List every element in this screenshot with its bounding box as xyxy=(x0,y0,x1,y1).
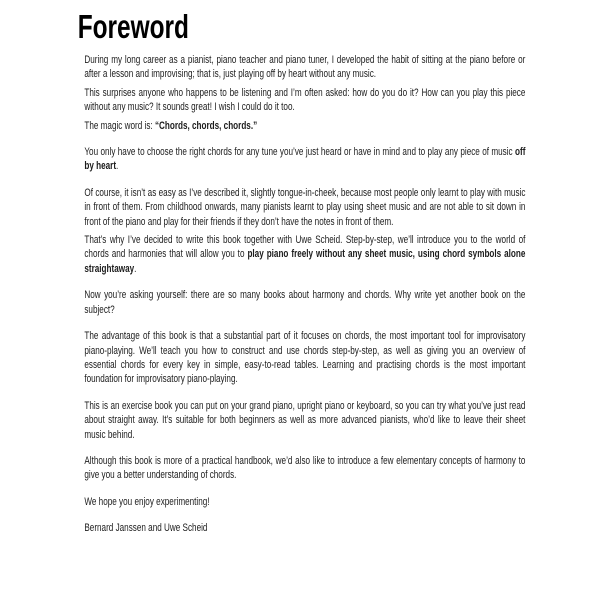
text-run: This surprises anyone who happens to be listening and I’m often asked: how do you do it? How can you play this piece without any music? It sounds great! I wish I could do it too. xyxy=(84,86,526,114)
paragraph-advantage xyxy=(84,329,525,387)
paragraph-not-easy xyxy=(84,186,525,229)
bold-phrase: off by heart xyxy=(84,146,526,173)
bold-phrase: play piano freely without any sheet music, using chord symbols alone straightaway xyxy=(84,248,526,275)
text-run: That’s why I’ve decided to write this book together with Uwe Scheid. Step-by-step, we’ll introduce you to the world of chords and harmonies that will allow you to xyxy=(84,234,526,261)
text-run: Bernard Janssen and Uwe Scheid xyxy=(84,522,208,535)
paragraph-exercise-book xyxy=(84,399,525,442)
text-run: . xyxy=(116,160,119,173)
paragraph-choose-chords xyxy=(84,145,525,174)
text-run: The advantage of this book is that a substantial part of it focuses on chords, the most important tool for improvisatory piano-playing. We’ll teach you how to construct and use chords step-by-step, as well as giving you an overview of essential chords for every key in simple, easy-to-read tables. Learning and practising chords is the most important foundation for improvisatory piano-playing. xyxy=(84,330,526,386)
paragraph-question xyxy=(84,288,525,317)
text-run: Although this book is more of a practical handbook, we’d also like to introduce a few elementary concepts of harmony to give you a better understanding of chords. xyxy=(84,454,526,482)
text-run: You only have to choose the right chords for any tune you’ve just heard or have in mind and to play any piece of music xyxy=(84,146,516,159)
closing-line xyxy=(84,495,525,509)
text-run: During my long career as a pianist, piano teacher and piano tuner, I developed the habit of sitting at the piano before or after a lesson and improvising; that is, just playing off by heart without any music. xyxy=(84,54,526,81)
author-signature xyxy=(84,521,525,535)
bold-phrase: “Chords, chords, chords.” xyxy=(154,119,258,132)
text-run: This is an exercise book you can put on your grand piano, upright piano or keyboard, so you can try what you’ve just read about straight away. It’s suitable for both beginners as well as more advanced pianists, who’d like to leave their sheet music behind. xyxy=(84,399,526,441)
paragraph-why-book xyxy=(84,233,525,276)
text-run: We hope you enjoy experimenting! xyxy=(84,495,210,508)
foreword-body xyxy=(84,53,525,536)
text-run: . xyxy=(134,262,137,275)
text-run: The magic word is: xyxy=(84,119,155,132)
page-title: Foreword xyxy=(77,8,189,45)
paragraph-surprise xyxy=(84,86,525,115)
text-run: Of course, it isn’t as easy as I’ve described it, slightly tongue-in-cheek, because most people only learnt to play with music in front of them. From childhood onwards, many pianists learnt to play using sheet music and are not able to sit down in front of the piano and play for their friends if they don’t have the notes in front of them. xyxy=(84,186,526,228)
paragraph-handbook xyxy=(84,454,525,483)
text-run: Now you’re asking yourself: there are so many books about harmony and chords. Why write yet another book on the subject? xyxy=(84,289,526,316)
paragraph-magic-word xyxy=(84,119,525,133)
paragraph-career xyxy=(84,53,525,82)
